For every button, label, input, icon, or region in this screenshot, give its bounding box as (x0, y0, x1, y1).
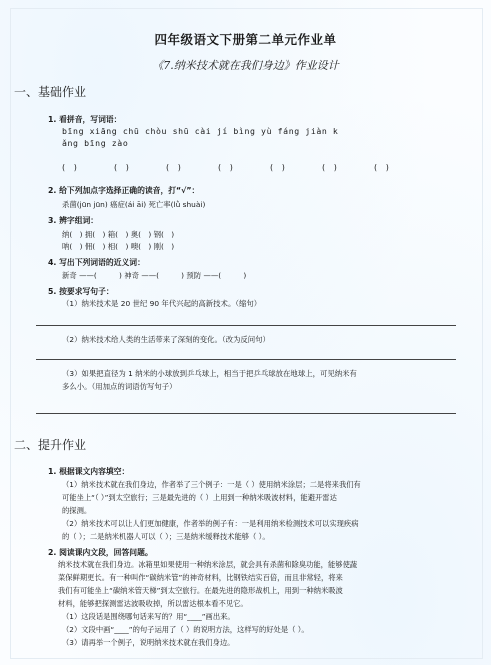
q5-sentence2: （2）纳米技术给人类的生活带来了深刻的变化。（改为反问句） (62, 335, 270, 344)
q5-sentence3b: 多么小。（用加点的词语仿写句子） (62, 382, 177, 391)
answer-bracket[interactable]: ( ) (166, 163, 182, 172)
answer-bracket[interactable]: ( ) (62, 163, 78, 172)
q5-sentence1: （1）纳米技术是 20 世纪 90 年代兴起的高新技术。（缩句） (62, 299, 262, 308)
answer-line[interactable] (36, 413, 456, 414)
q1-answer-brackets (62, 162, 423, 173)
p2-label: 2. 阅读课内文段，回答问题。 (48, 548, 153, 557)
p1-line: 的探测。 (62, 506, 92, 515)
q2-label: 2. 给下列加点字选择正确的读音，打“√”： (48, 186, 200, 195)
p2-line: 我们有可能坐上“碳纳米管天梯”到太空旅行。在最先进的隐形战机上，用到一种纳米吸波 (58, 586, 343, 595)
q1-pinyin-line1: bīng xiāng chū chòu shū cài jí bìng yù fáng jiàn k (62, 126, 339, 136)
p2-passage (58, 558, 462, 610)
q1-pinyin-line2: ǎng bīng zào (62, 138, 129, 148)
p2-line: 材料，能够把探测雷达波吸收掉，所以雷达根本看不见它。 (58, 599, 248, 608)
p1-line: 的（ ）；二是纳米机器人可以（ ）；三是纳米缓释技术能够（ ）。 (62, 532, 270, 541)
answer-bracket[interactable]: ( ) (218, 163, 234, 172)
p2-questions (62, 610, 462, 649)
p2-line: 纳米技术就在我们身边。冰箱里如果使用一种纳米涂层，就会具有杀菌和除臭功能，能够使蔬 (58, 560, 358, 569)
p1-line: （1）纳米技术就在我们身边，作者举了三个例子：一是（ ）使用纳米涂层；二是将来我们有 (62, 480, 361, 489)
page-title: 四年级语文下册第二单元作业单 (154, 32, 337, 47)
q5-label: 5. 按要求写句子： (48, 287, 114, 296)
q3-row2: 呐( ) 佣( ) 相( ) 噢( ) 刚( ) (62, 242, 175, 251)
answer-bracket[interactable]: ( ) (114, 163, 130, 172)
p1-text (62, 478, 462, 543)
p1-line: （2）纳米技术可以让人们更加健康，作者举的例子有：一是利用纳米检测技术可以实现疾病 (62, 519, 359, 528)
q1-label: 1. 看拼音，写词语： (48, 115, 122, 124)
p2-question: （1）这段话是围绕哪句话来写的？用“____”画出来。 (62, 612, 235, 621)
p2-question: （2）文段中画“____”的句子运用了（ ）的说明方法，这样写的好处是（ ）。 (62, 625, 309, 634)
q2-options: 杀菌(jūn jūn) 癌症(ái āi) 死亡率(lǜ shuài) (62, 200, 206, 209)
p1-line: 可能坐上“（ ）”到太空旅行；三是最先进的（ ）上用到一种纳米吸波材料，能避开雷达 (62, 493, 337, 502)
p1-label: 1. 根据课文内容填空： (48, 467, 130, 476)
q3-row1: 纳( ) 拥( ) 箱( ) 奥( ) 钢( ) (62, 230, 175, 239)
p2-line: 菜保鲜期更长。有一种叫作“碳纳米管”的神奇材料，比钢铁结实百倍，而且非常轻，将来 (58, 573, 343, 582)
q5-sentence3a: （3）如果把直径为 1 纳米的小球放到乒乓球上，相当于把乒乓球放在地球上，可见纳米有 (62, 369, 357, 378)
q4-line: 新奇 ——( ) 神奇 ——( ) 预防 ——( ) (62, 271, 247, 280)
section-basic: 一、基础作业 (14, 85, 87, 99)
q3-label: 3. 辨字组词： (48, 216, 99, 225)
answer-line[interactable] (36, 359, 456, 360)
answer-bracket[interactable]: ( ) (374, 163, 390, 172)
p2-question: （3）请再举一个例子，说明纳米技术就在我们身边。 (62, 638, 235, 647)
page-subtitle: 《7.纳米技术就在我们身边》作业设计 (152, 59, 339, 72)
answer-line[interactable] (36, 325, 456, 326)
answer-bracket[interactable]: ( ) (270, 163, 286, 172)
section-advanced: 二、提升作业 (14, 438, 87, 452)
q4-label: 4. 写出下列词语的近义词： (48, 258, 145, 267)
answer-bracket[interactable]: ( ) (322, 163, 338, 172)
